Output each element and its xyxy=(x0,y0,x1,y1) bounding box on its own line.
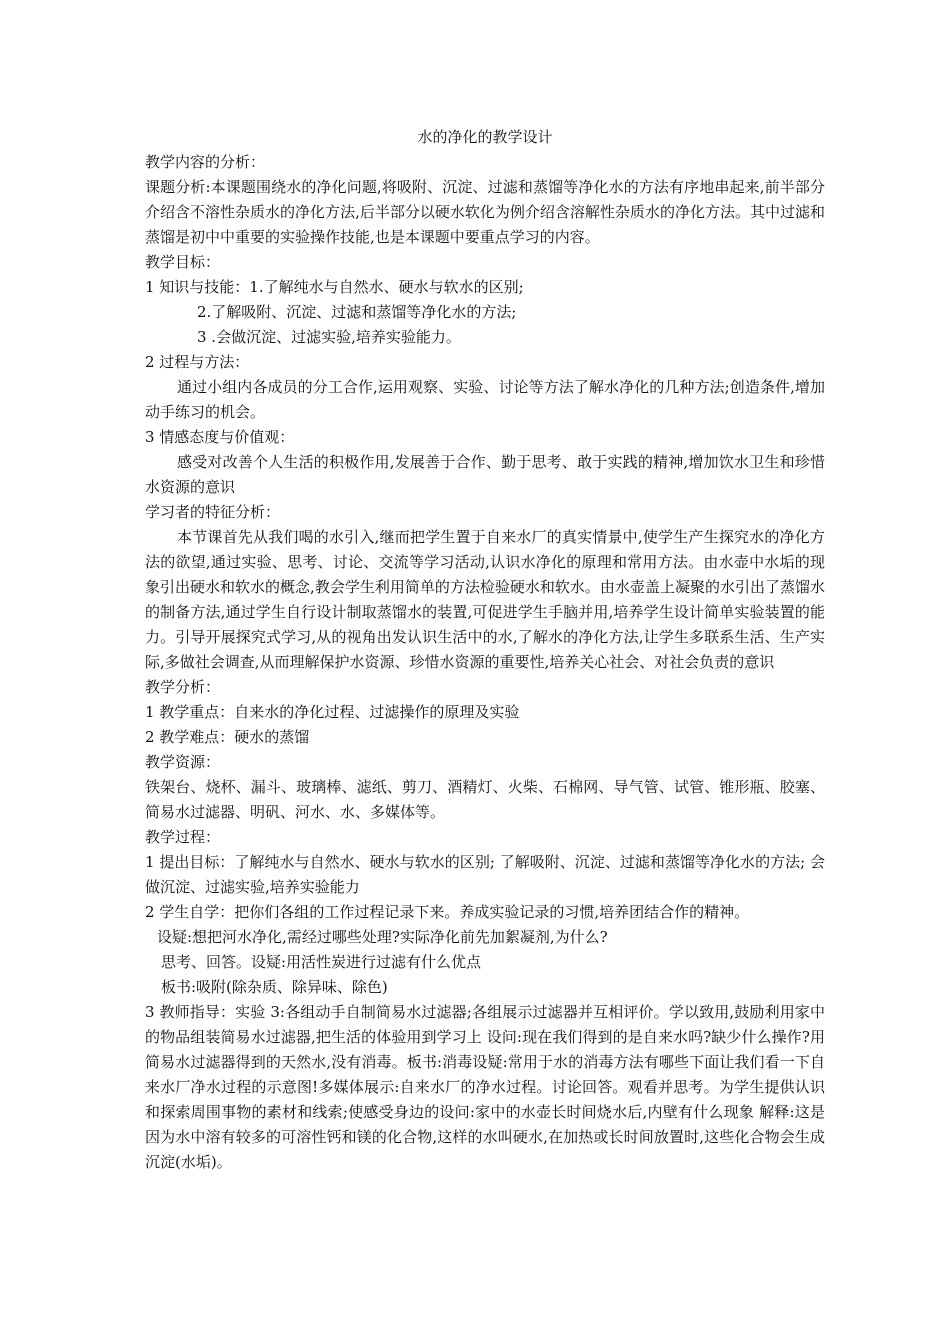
goal3-text: 感受对改善个人生活的积极作用,发展善于合作、勤于思考、敢于实践的精神,增加饮水卫生和珍惜水资源的意识 xyxy=(145,453,825,496)
content-analysis-text: 课题分析:本课题围绕水的净化问题,将吸附、沉淀、过滤和蒸馏等净化水的方法有序地串起来,前半部分介绍含不溶性杂质水的净化方法,后半部分以硬水软化为例介绍含溶解性杂质水的净化方法。其中过滤和蒸馏是初中中重要的实验操作技能,也是本课题中要重点学习的内容。 xyxy=(145,178,825,246)
document-title: 水的净化的教学设计 xyxy=(417,128,553,146)
process-step-2-question-2: 思考、回答。设疑:用活性炭进行过滤有什么优点 xyxy=(161,953,482,971)
process-step-1: 1 提出目标：了解纯水与自然水、硬水与软水的区别; 了解吸附、沉淀、过滤和蒸馏等净化水的方法; 会做沉淀、过滤实验,培养实验能力 xyxy=(145,853,825,896)
process-step-2-question-1: 设疑:想把河水净化,需经过哪些处理?实际净化前先加絮凝剂,为什么? xyxy=(157,928,608,946)
resources-text: 铁架台、烧杯、漏斗、玻璃棒、滤纸、剪刀、酒精灯、火柴、石棉网、导气管、试管、锥形瓶、胶塞、简易水过滤器、明矾、河水、水、多媒体等。 xyxy=(145,778,825,821)
process-step-2: 2 学生自学：把你们各组的工作过程记录下来。养成实验记录的习惯,培养团结合作的精神。 xyxy=(145,903,750,921)
goal3-heading: 3 情感态度与价值观： xyxy=(145,428,295,446)
process-step-3: 3 教师指导：实验 3:各组动手自制简易水过滤器;各组展示过滤器并互相评价。学以致用,鼓励利用家中的物品组装简易水过滤器,把生活的体验用到学习上 设问:现在我们得到的是自来水吗?缺少什么操作?用简易水过滤器得到的天然水,没有消毒。板书:消毒设疑:常用于水的消毒方法有哪些下面让我们看一下自来水厂净水过程的示意图!多媒体展示:自来水厂的净水过程。讨论回答。观看并思考。为学生提供认识和探索周围事物的素材和线索;使感受身边的设问:家中的水壶长时间烧水后,内壁有什么现象 解释:这是因为水中溶有较多的可溶性钙和镁的化合物,这样的水叫硬水,在加热或长时间放置时,这些化合物会生成沉淀(水垢)。 xyxy=(145,1003,825,1171)
goal1-line2: 2.了解吸附、沉淀、过滤和蒸馏等净化水的方法; xyxy=(197,303,517,321)
goal1-line3: 3 .会做沉淀、过滤实验,培养实验能力。 xyxy=(197,328,461,346)
process-step-2-board: 板书:吸附(除杂质、除异味、除色) xyxy=(161,978,388,996)
resources-heading: 教学资源： xyxy=(145,753,221,771)
goals-heading: 教学目标： xyxy=(145,253,221,271)
difficult-point: 2 教学难点：硬水的蒸馏 xyxy=(145,728,310,746)
goal2-heading: 2 过程与方法： xyxy=(145,353,250,371)
document-page xyxy=(145,124,825,1175)
process-heading: 教学过程： xyxy=(145,828,221,846)
goal1-line1: 1 知识与技能：1.了解纯水与自然水、硬水与软水的区别; xyxy=(145,278,524,296)
content-analysis-heading: 教学内容的分析： xyxy=(145,153,266,171)
teaching-analysis-heading: 教学分析： xyxy=(145,678,221,696)
key-point: 1 教学重点：自来水的净化过程、过滤操作的原理及实验 xyxy=(145,703,520,721)
learner-text: 本节课首先从我们喝的水引入,继而把学生置于自来水厂的真实情景中,使学生产生探究水的净化方法的欲望,通过实验、思考、讨论、交流等学习活动,认识水净化的原理和常用方法。由水壶中水垢的现象引出硬水和软水的概念,教会学生利用简单的方法检验硬水和软水。由水壶盖上凝聚的水引出了蒸馏水的制备方法,通过学生自行设计制取蒸馏水的装置,可促进学生手脑并用,培养学生设计简单实验装置的能力。引导开展探究式学习,从的视角出发认识生活中的水,了解水的净化方法,让学生多联系生活、生产实际,多做社会调查,从而理解保护水资源、珍惜水资源的重要性,培养关心社会、对社会负责的意识 xyxy=(145,528,825,671)
goal2-text: 通过小组内各成员的分工合作,运用观察、实验、讨论等方法了解水净化的几种方法;创造条件,增加动手练习的机会。 xyxy=(145,378,825,421)
learner-heading: 学习者的特征分析： xyxy=(145,503,281,521)
